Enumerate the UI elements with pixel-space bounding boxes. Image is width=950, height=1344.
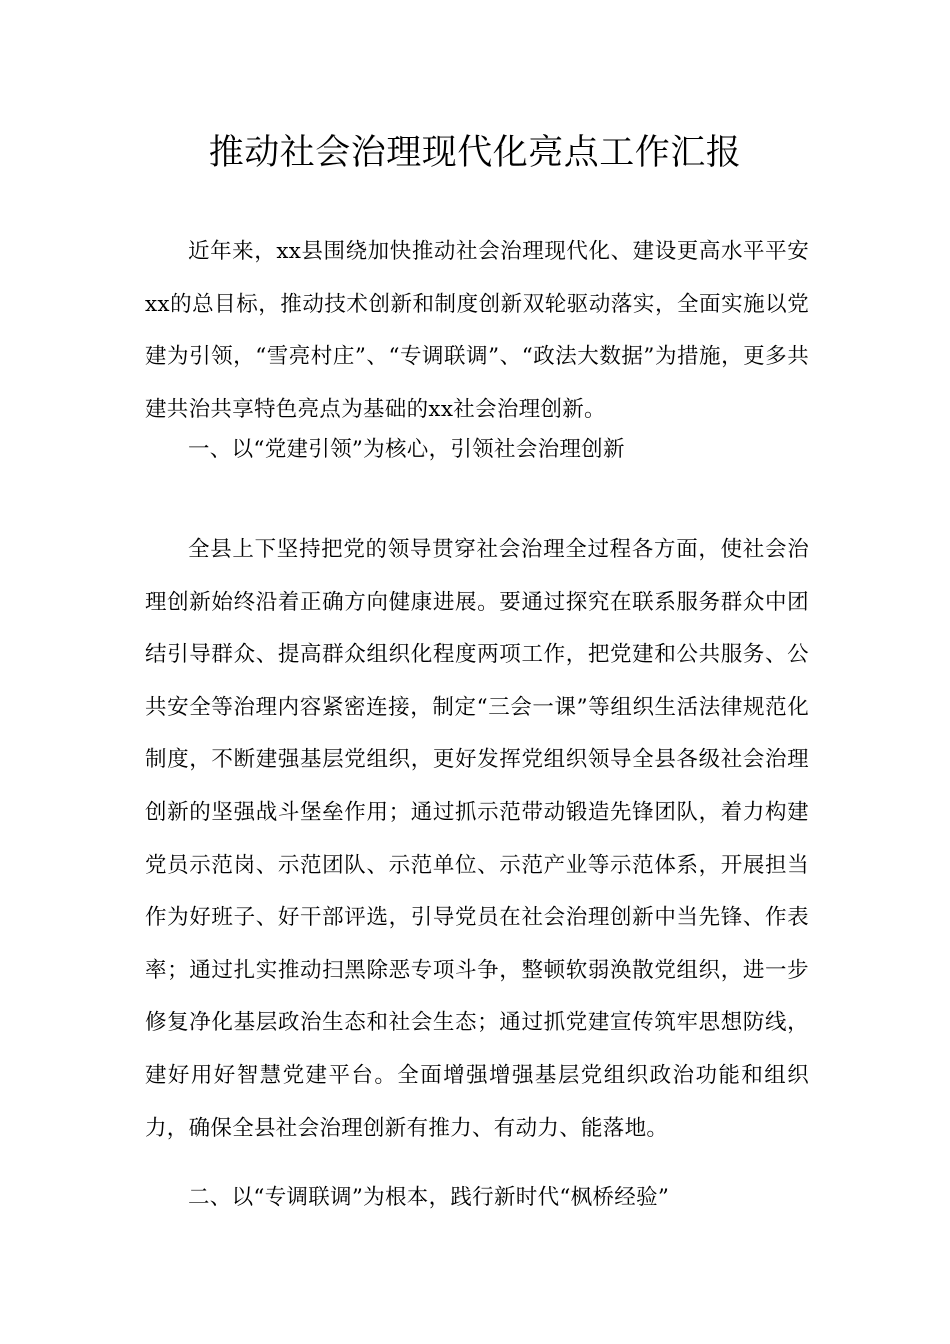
document-title: 推动社会治理现代化亮点工作汇报 [208, 133, 742, 173]
section-1-paragraph: 全县上下坚持把党的领导贯穿社会治理全过程各方面，使社会治理创新始终沿着正确方向健康进展。要通过探究在联系服务群众中团结引导群众、提高群众组织化程度两项工作，把党建和公共服务、公共安全等治理内容紧密连接，制定“三会一课”等组织生活法律规范化制度，不断建强基层党组织，更好发挥党组织领导全县各级社会治理创新的坚强战斗堡垒作用；通过抓示范带动锻造先锋团队，着力构建党员示范岗、示范团队、示范单位、示范产业等示范体系，开展担当作为好班子、好干部评选，引导党员在社会治理创新中当先锋、作表率；通过扎实推动扫黑除恶专项斗争，整顿软弱涣散党组织，进一步修复净化基层政治生态和社会生态；通过抓党建宣传筑牢思想防线，建好用好智慧党建平台。全面增强增强基层党组织政治功能和组织力，确保全县社会治理创新有推力、有动力、能落地。 [145, 537, 809, 1141]
section-heading-2: 二、以“专调联调”为根本，践行新时代“枫桥经验” [188, 1185, 670, 1210]
section-heading-1: 一、以“党建引领”为核心，引领社会治理创新 [188, 437, 625, 462]
intro-paragraph: 近年来，xx县围绕加快推动社会治理现代化、建设更高水平平安xx的总目标，推动技术创新和制度创新双轮驱动落实，全面实施以党建为引领，“雪亮村庄”、“专调联调”、“政法大数据”为措施，更多共建共治共享特色亮点为基础的xx社会治理创新。 [145, 239, 809, 422]
